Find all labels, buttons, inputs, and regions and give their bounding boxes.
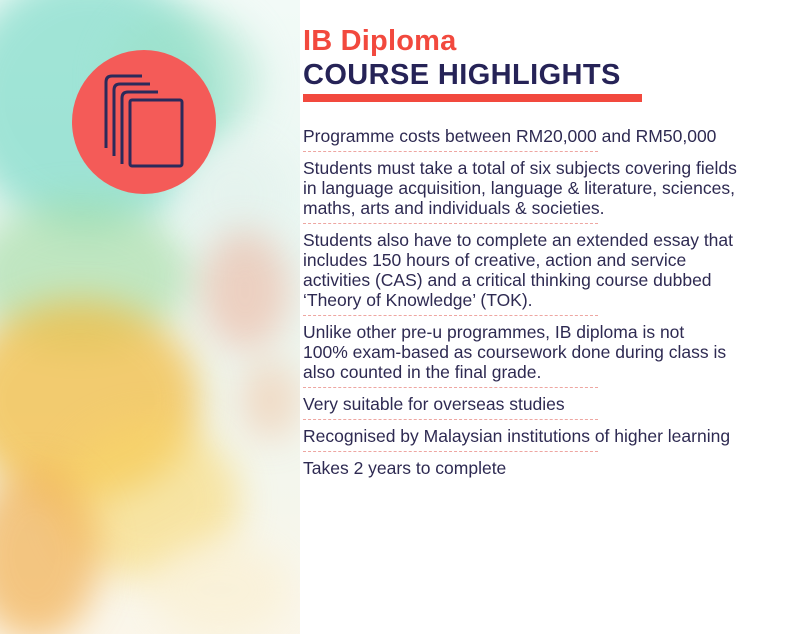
highlight-item: Very suitable for overseas studies xyxy=(303,394,565,414)
highlights-panel xyxy=(303,24,743,483)
highlight-item: Students must take a total of six subjects covering fields in language acquisition, language & literature, sciences, maths, arts and individuals & societies. xyxy=(303,158,737,218)
highlight-item: Recognised by Malaysian institutions of higher learning xyxy=(303,426,731,446)
page-subtitle: COURSE HIGHLIGHTS xyxy=(303,59,621,91)
divider xyxy=(303,387,598,388)
highlights-list xyxy=(303,126,743,483)
divider xyxy=(303,151,598,152)
divider xyxy=(303,223,598,224)
highlight-item: Programme costs between RM20,000 and RM50,000 xyxy=(303,126,717,146)
divider xyxy=(303,451,598,452)
highlight-item: Students also have to complete an extended essay that includes 150 hours of creative, action and service activities (CAS) and a critical thinking course dubbed ‘Theory of Knowledge’ (TOK). xyxy=(303,230,734,310)
icon-badge xyxy=(72,50,216,194)
divider xyxy=(303,315,598,316)
title-underline xyxy=(303,94,642,102)
highlight-item: Unlike other pre-u programmes, IB diploma is not 100% exam-based as coursework done during class is also counted in the final grade. xyxy=(303,322,727,382)
page-title: IB Diploma xyxy=(303,25,457,57)
highlight-item: Takes 2 years to complete xyxy=(303,458,507,478)
documents-stack-icon xyxy=(72,50,216,194)
divider xyxy=(303,419,598,420)
